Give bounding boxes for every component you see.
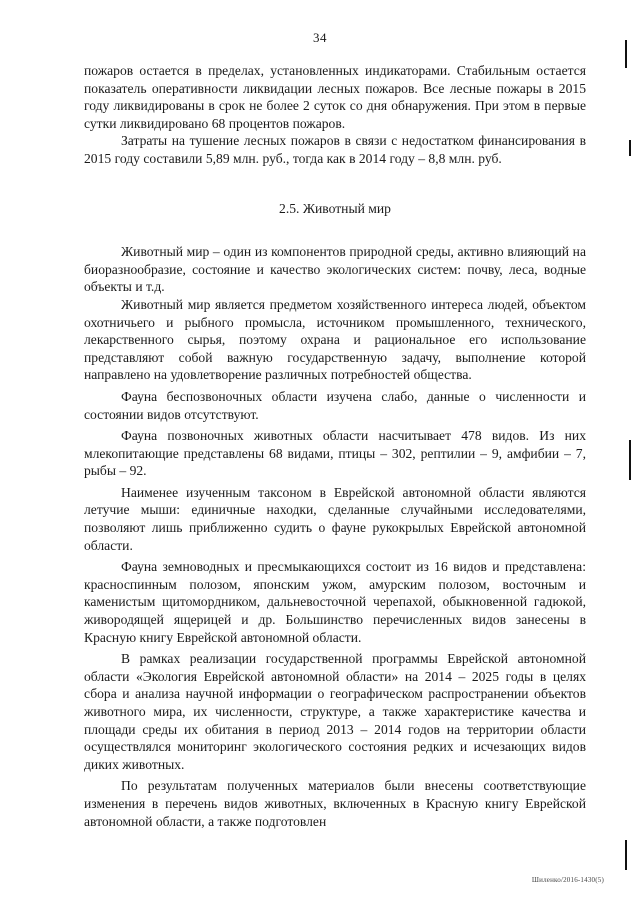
scan-edge-mark <box>625 40 627 68</box>
paragraph: В рамках реализации государственной программы Еврейской автономной области «Экология Еврейской автономной области» на 2014 – 2025 годы в целях сбора и анализа научной информации о географическом распространении объектов животного мира, их численности, структуре, а также характеристике качества и площади среды их обитания в период 2013 – 2014 годов на территории области осуществлялся мониторинг экологического состояния редких и исчезающих видов диких животных. <box>84 651 586 772</box>
scan-edge-mark <box>625 840 627 870</box>
scan-edge-mark <box>629 140 631 156</box>
page-number: 34 <box>313 30 327 45</box>
document-body <box>84 62 586 830</box>
paragraph: Животный мир – один из компонентов природной среды, активно влияющий на биоразнообразие, состояние и качество экологических систем: почву, леса, водные объекты и т.д. <box>84 244 586 295</box>
paragraph: Животный мир является предметом хозяйственного интереса людей, объектом охотничьего и рыбного промысла, источником промышленного, технического, лекарственного сырья, поэтому охрана и рациональное его использование представляют собой важную государственную задачу, выполнение которой направлено на удовлетворение различных потребностей общества. <box>84 296 586 383</box>
paragraph: пожаров остается в пределах, установленных индикаторами. Стабильным остается показатель оперативности ликвидации лесных пожаров. Все лесные пожары в 2015 году ликвидированы в срок не более 2 суток со дня обнаружения. При этом в первые сутки ликвидировано 68 процентов пожаров. <box>84 63 586 131</box>
scan-edge-mark <box>629 440 631 480</box>
section-heading: 2.5. Животный мир <box>279 200 391 216</box>
paragraph: Фауна земноводных и пресмыкающихся состоит из 16 видов и представлена: красноспинным полозом, японским ужом, амурским полозом, восточным и каменистым щитомордником, дальневосточной черепахой, обыкновенной гадюкой, живородящей ящерицей и др. Большинство перечисленных видов занесены в Красную книгу Еврейской автономной области. <box>84 559 586 645</box>
paragraph: По результатам полученных материалов были внесены соответствующие изменения в перечень видов животных, включенных в Красную книгу Еврейской автономной области, а также подготовлен <box>84 778 586 829</box>
paragraph: Затраты на тушение лесных пожаров в связи с недостатком финансирования в 2015 году составили 5,89 млн. руб., тогда как в 2014 году – 8,8 млн. руб. <box>84 133 586 166</box>
paragraph: Фауна беспозвоночных области изучена слабо, данные о численности и состоянии видов отсутствуют. <box>84 388 586 422</box>
document-footer-code: Шиленко/2016-1430(5) <box>531 876 604 884</box>
paragraph: Наименее изученным таксоном в Еврейской автономной области являются летучие мыши: единичные находки, сделанные случайными исследователями, позволяют лишь приближенно судить о фауне рукокрылых Еврейской автономной области. <box>84 484 586 553</box>
paragraph: Фауна позвоночных животных области насчитывает 478 видов. Из них млекопитающие представлены 68 видами, птицы – 302, рептилии – 9, амфибии – 7, рыбы – 92. <box>84 428 586 479</box>
